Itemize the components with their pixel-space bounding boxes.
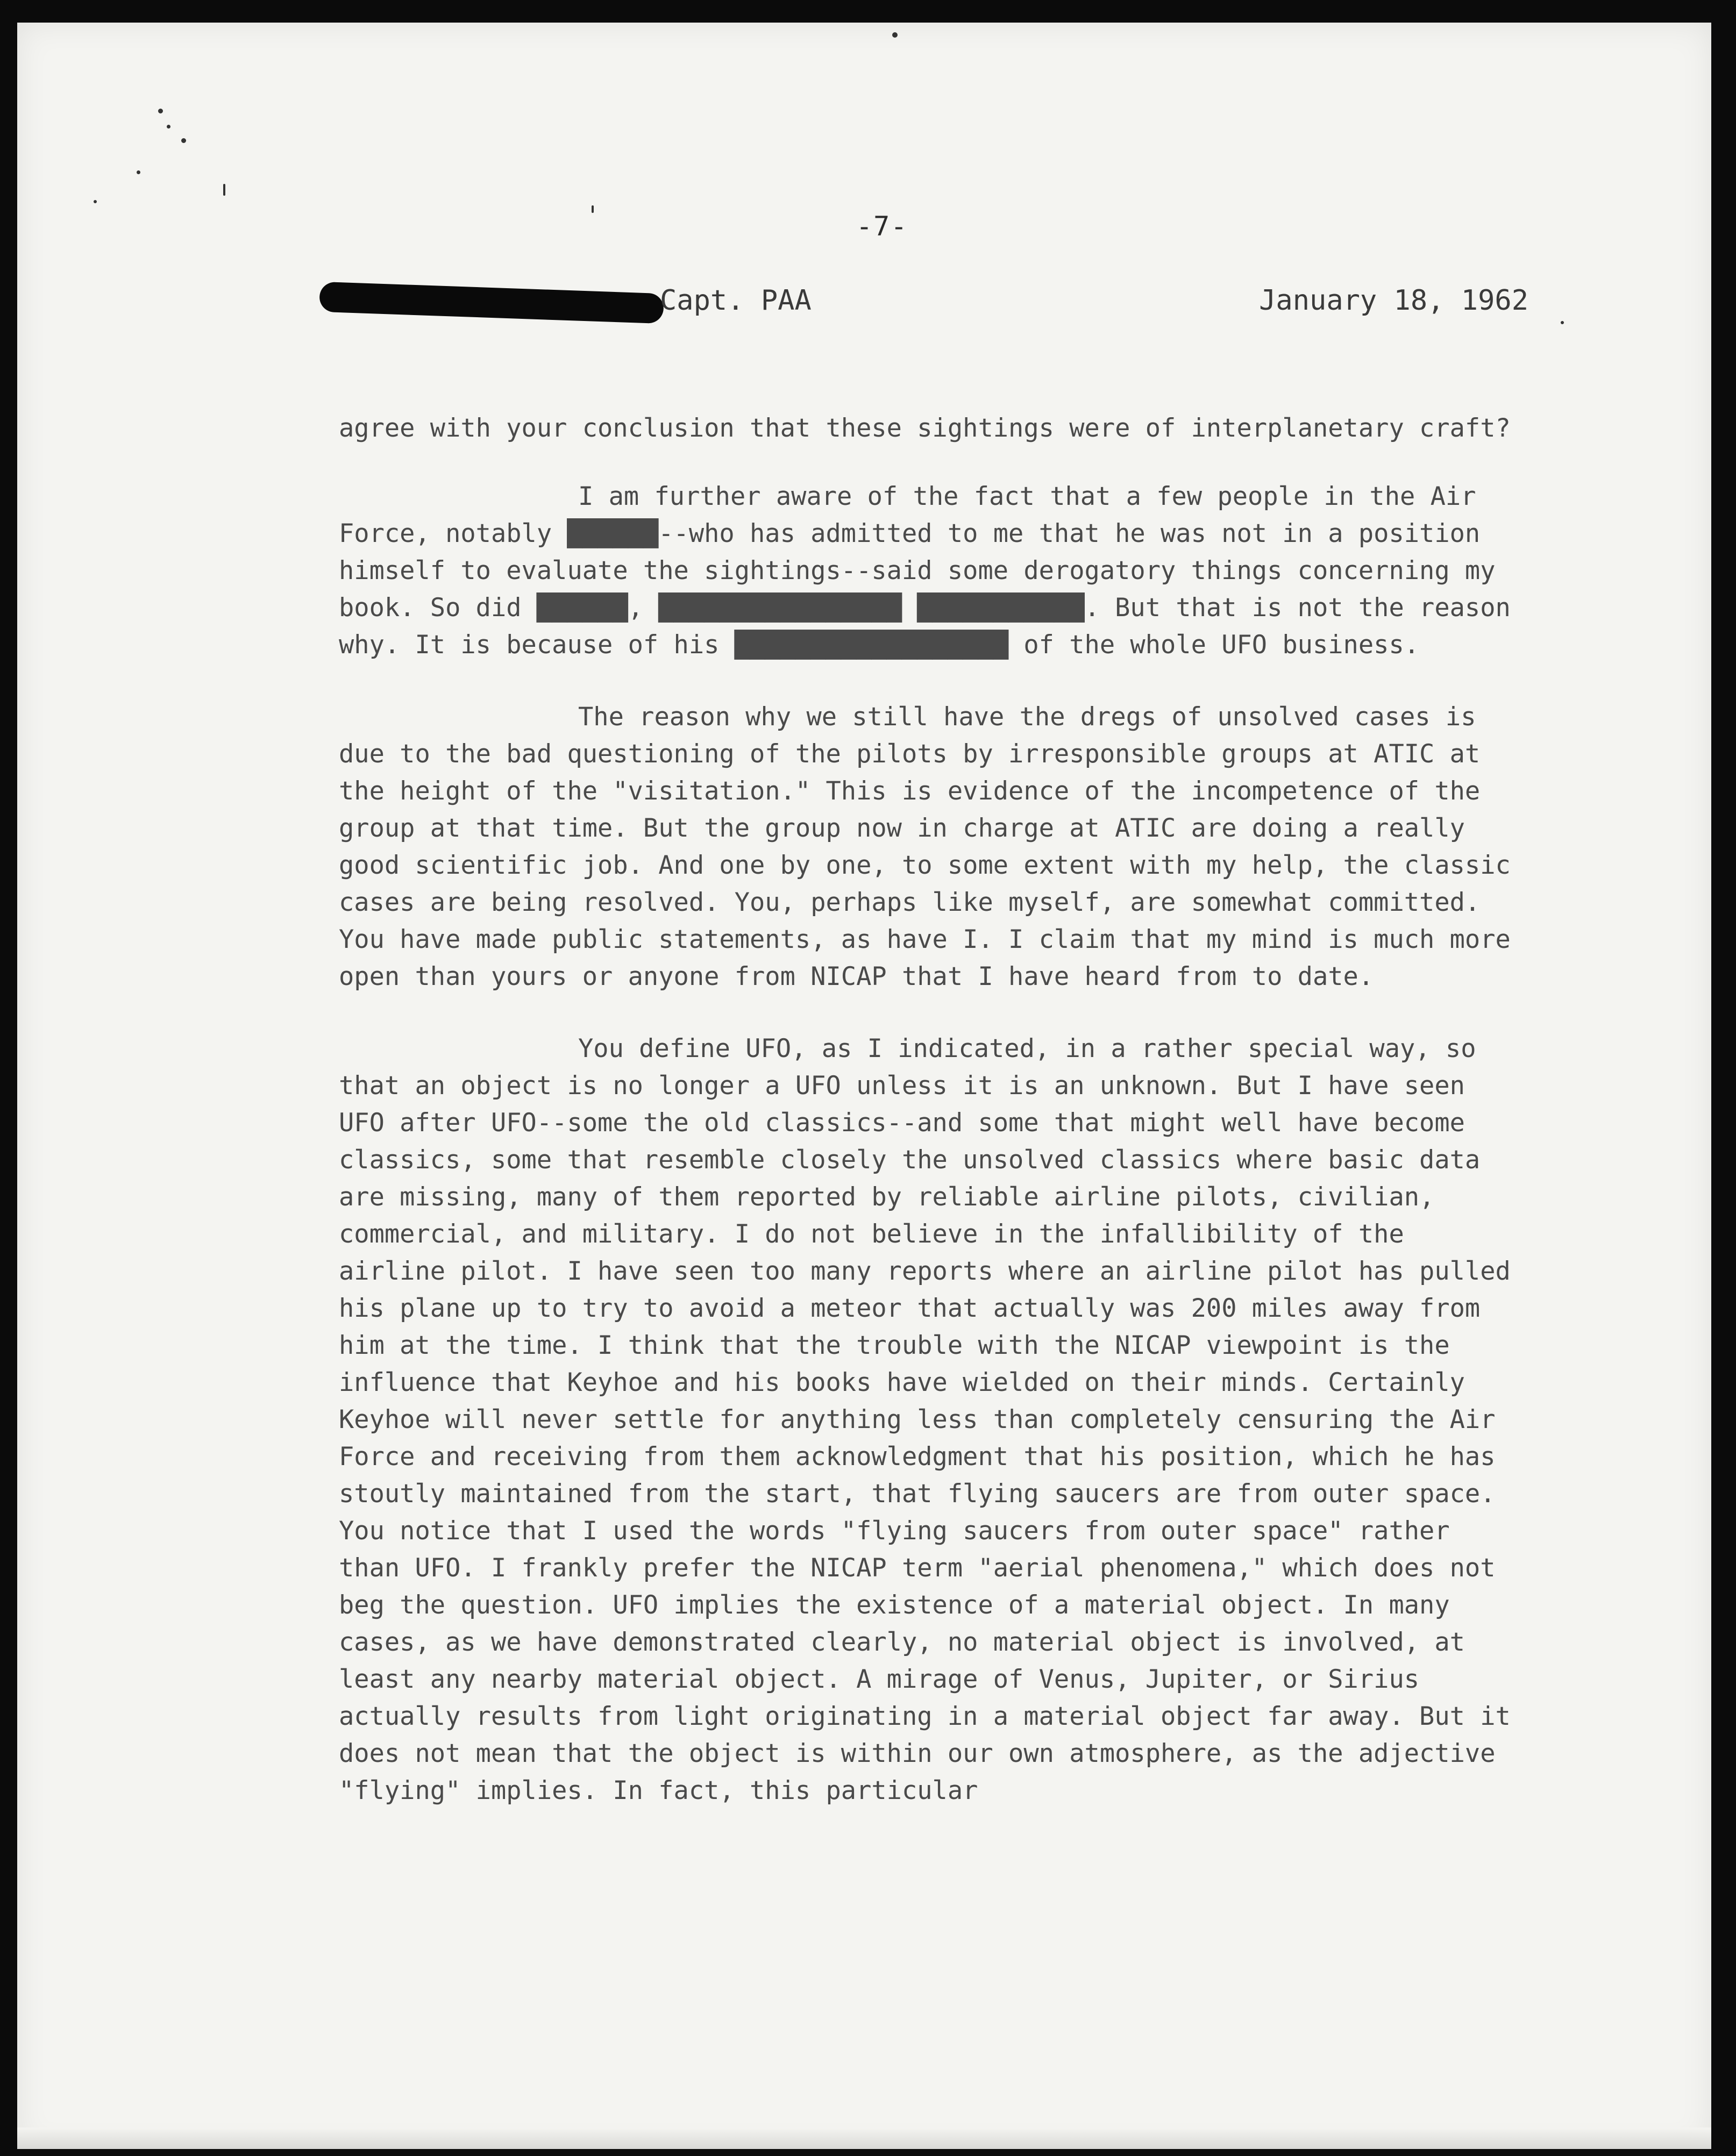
page-number: -7- — [856, 211, 908, 242]
document-page — [17, 23, 1711, 2149]
paragraph — [339, 1030, 1526, 1809]
scan-speck — [592, 205, 594, 213]
paragraph-text: The reason why we still have the dregs of unsolved cases is due to the bad questioning of the pilots by irresponsible groups at ATIC at the height of the "visitation." This is evidence of the incompetence of the group at that time. But the group now in charge at ATIC are doing a really good scientific job. And one by one, to some extent with my help, the classic cases are being resolved. You, perhaps like myself, are somewhat committed. You have made public statements, as have I. I claim that my mind is much more open than yours or anyone from NICAP that I have heard from to date. — [339, 702, 1526, 991]
paragraph: agree with your conclusion that these sightings were of interplanetary craft? — [339, 413, 1511, 443]
scan-speck — [94, 200, 97, 203]
paragraph — [339, 698, 1526, 995]
scan-speck — [223, 184, 225, 196]
scan-speck — [137, 170, 140, 174]
sender-line: Capt. PAA — [660, 284, 812, 317]
scan-speck — [167, 125, 170, 128]
scan-edge — [17, 2128, 1711, 2149]
letter-header — [324, 278, 1528, 321]
redaction-mark — [319, 282, 664, 324]
scan-speck — [892, 32, 898, 38]
scan-speck — [181, 138, 186, 143]
paragraph — [339, 478, 1526, 663]
paragraph-text: You define UFO, as I indicated, in a rather special way, so that an object is no longer a UFO unless it is an unknown. But I have seen UFO after UFO--some the old classics--and some that might well have become classics, some that resemble closely the unsolved classics where basic data are missing, many of them reported by reliable airline pilots, civilian, commercial, and military. I do not believe in the infallibility of the airline pilot. I have seen too many reports where an airline pilot has pulled his plane up to try to avoid a meteor that actually was 200 miles away from him at the time. I think that the trouble with the NICAP viewpoint is the influence that Keyhoe and his books have wielded on their minds. Certainly Keyhoe will never settle for anything less than completely censuring the Air Force and receiving from them acknowledgment that his position, which he has stoutly maintained from the start, that flying saucers are from outer space. You notice that I used the words "flying saucers from outer space" rather than UFO. I frankly prefer the NICAP term "aerial phenomena," which does not beg the question. UFO implies the existence of a material object. In many cases, as we have demonstrated clearly, no material object is involved, at least any nearby material object. A mirage of Venus, Jupiter, or Sirius actually results from light originating in a material object far away. But it does not mean that the object is within our own atmosphere, as the adjective "flying" implies. In fact, this particular — [339, 1034, 1526, 1805]
scan-speck — [1561, 321, 1564, 324]
letter-body — [339, 410, 1526, 1844]
letter-date: January 18, 1962 — [1259, 284, 1528, 317]
paragraph-text: I am further aware of the fact that a few people in the Air Force, notably ██████--who has admitted to me that he was not in a position himself to evaluate the sightings--said some derogatory things concerning my book. So did ██████, ████████████████ ███████████. But that is not the reason why. It is because of his ██████████████████ of the whole UFO business. — [339, 482, 1526, 660]
scan-speck — [158, 109, 163, 113]
